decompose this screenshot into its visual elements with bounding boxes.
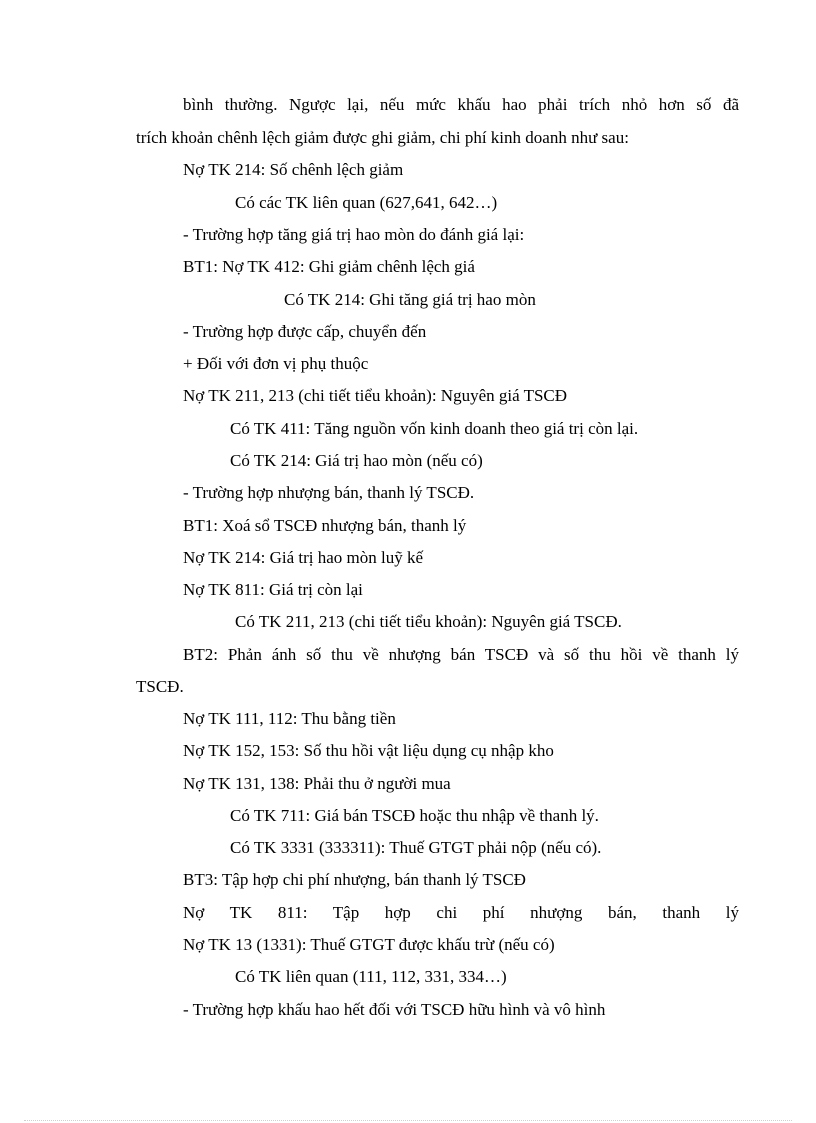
- text-line: bình thường. Ngược lại, nếu mức khấu hao phải trích nhỏ hơn số đã: [183, 95, 739, 114]
- text-line: Nợ TK 811: Tập hợp chi phí nhượng bán, thanh lý: [183, 903, 739, 922]
- text-line: + Đối với đơn vị phụ thuộc: [183, 354, 369, 373]
- text-line: - Trường hợp được cấp, chuyển đến: [183, 322, 427, 341]
- text-line: trích khoản chênh lệch giảm được ghi giảm, chi phí kinh doanh như sau:: [136, 128, 629, 147]
- page-bottom-divider: [24, 1120, 792, 1121]
- text-line: BT2: Phản ánh số thu về nhượng bán TSCĐ và số thu hồi về thanh lý: [183, 645, 739, 664]
- text-line: BT3: Tập hợp chi phí nhượng, bán thanh lý TSCĐ: [183, 870, 526, 889]
- text-line: Có TK 214: Giá trị hao mòn (nếu có): [230, 451, 483, 470]
- text-line: Có TK 211, 213 (chi tiết tiểu khoản): Nguyên giá TSCĐ.: [235, 612, 622, 631]
- text-line: Nợ TK 111, 112: Thu bằng tiền: [183, 709, 396, 728]
- text-line: Có TK 411: Tăng nguồn vốn kinh doanh theo giá trị còn lại.: [230, 419, 639, 438]
- text-line: Có TK 214: Ghi tăng giá trị hao mòn: [284, 290, 536, 309]
- text-line: TSCĐ.: [136, 677, 184, 696]
- text-line: Nợ TK 211, 213 (chi tiết tiểu khoản): Nguyên giá TSCĐ: [183, 386, 568, 405]
- text-line: BT1: Nợ TK 412: Ghi giảm chênh lệch giá: [183, 257, 475, 276]
- text-line: Có TK 3331 (333311): Thuế GTGT phải nộp (nếu có).: [230, 838, 602, 857]
- text-line: - Trường hợp khấu hao hết đối với TSCĐ hữu hình và vô hình: [183, 1000, 606, 1019]
- text-line: Nợ TK 13 (1331): Thuế GTGT được khấu trừ (nếu có): [183, 935, 555, 954]
- text-line: Nợ TK 214: Số chênh lệch giảm: [183, 160, 404, 179]
- text-line: Có các TK liên quan (627,641, 642…): [235, 193, 498, 212]
- text-line: - Trường hợp tăng giá trị hao mòn do đánh giá lại:: [183, 225, 525, 244]
- text-line: Nợ TK 214: Giá trị hao mòn luỹ kế: [183, 548, 424, 567]
- text-line: Có TK 711: Giá bán TSCĐ hoặc thu nhập về thanh lý.: [230, 806, 599, 825]
- text-line: Nợ TK 131, 138: Phải thu ở người mua: [183, 774, 451, 793]
- text-line: Nợ TK 811: Giá trị còn lại: [183, 580, 363, 599]
- text-line: - Trường hợp nhượng bán, thanh lý TSCĐ.: [183, 483, 475, 502]
- text-line: Nợ TK 152, 153: Số thu hồi vật liệu dụng cụ nhập kho: [183, 741, 554, 760]
- text-line: Có TK liên quan (111, 112, 331, 334…): [235, 967, 507, 986]
- text-line: BT1: Xoá sổ TSCĐ nhượng bán, thanh lý: [183, 516, 467, 535]
